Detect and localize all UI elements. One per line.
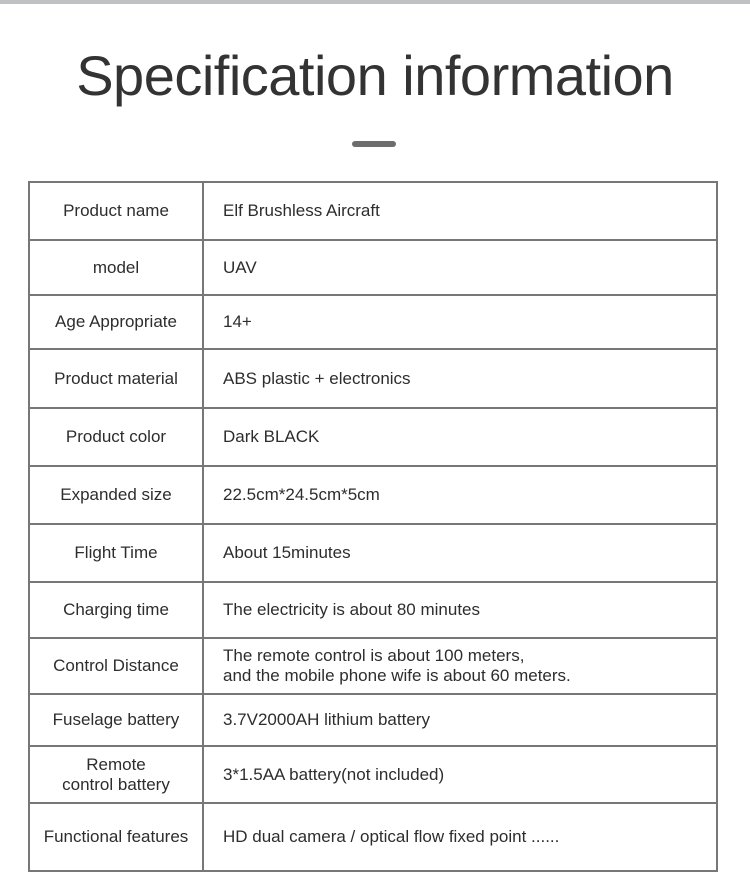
spec-label-charging-time: Charging time — [29, 582, 203, 638]
spec-label-remote-control-battery — [29, 746, 203, 803]
spec-value-model: UAV — [203, 240, 717, 295]
spec-value-age-appropriate: 14+ — [203, 295, 717, 349]
control-distance-line-1: The remote control is about 100 meters, — [223, 646, 525, 665]
table-row — [29, 803, 717, 871]
remote-battery-label-line-1: Remote — [86, 754, 146, 774]
spec-value-flight-time: About 15minutes — [203, 524, 717, 582]
spec-value-product-material: ABS plastic + electronics — [203, 349, 717, 408]
spec-label-functional-features: Functional features — [29, 803, 203, 871]
page-title: Specification information — [76, 44, 674, 107]
table-row — [29, 524, 717, 582]
table-row — [29, 240, 717, 295]
spec-value-product-color: Dark BLACK — [203, 408, 717, 466]
spec-value-remote-control-battery: 3*1.5AA battery(not included) — [203, 746, 717, 803]
table-row — [29, 582, 717, 638]
spec-label-fuselage-battery: Fuselage battery — [29, 694, 203, 746]
spec-label-age-appropriate: Age Appropriate — [29, 295, 203, 349]
table-row — [29, 638, 717, 694]
table-row — [29, 746, 717, 803]
table-row — [29, 295, 717, 349]
spec-value-product-name: Elf Brushless Aircraft — [203, 182, 717, 240]
spec-value-charging-time: The electricity is about 80 minutes — [203, 582, 717, 638]
title-underline-divider — [352, 141, 396, 147]
spec-value-functional-features: HD dual camera / optical flow fixed point ...... — [203, 803, 717, 871]
specification-table — [28, 181, 718, 872]
table-row — [29, 408, 717, 466]
control-distance-line-2: and the mobile phone wife is about 60 meters. — [223, 666, 571, 685]
table-row — [29, 466, 717, 524]
spec-value-control-distance — [203, 638, 717, 694]
top-decorative-strip — [0, 0, 750, 4]
spec-label-product-color: Product color — [29, 408, 203, 466]
spec-value-expanded-size: 22.5cm*24.5cm*5cm — [203, 466, 717, 524]
spec-label-product-name: Product name — [29, 182, 203, 240]
spec-label-expanded-size: Expanded size — [29, 466, 203, 524]
remote-battery-label-line-2: control battery — [62, 774, 170, 794]
spec-label-product-material: Product material — [29, 349, 203, 408]
table-row — [29, 694, 717, 746]
spec-label-control-distance: Control Distance — [29, 638, 203, 694]
table-row — [29, 349, 717, 408]
table-row — [29, 182, 717, 240]
spec-value-fuselage-battery: 3.7V2000AH lithium battery — [203, 694, 717, 746]
spec-label-model: model — [29, 240, 203, 295]
spec-label-flight-time: Flight Time — [29, 524, 203, 582]
